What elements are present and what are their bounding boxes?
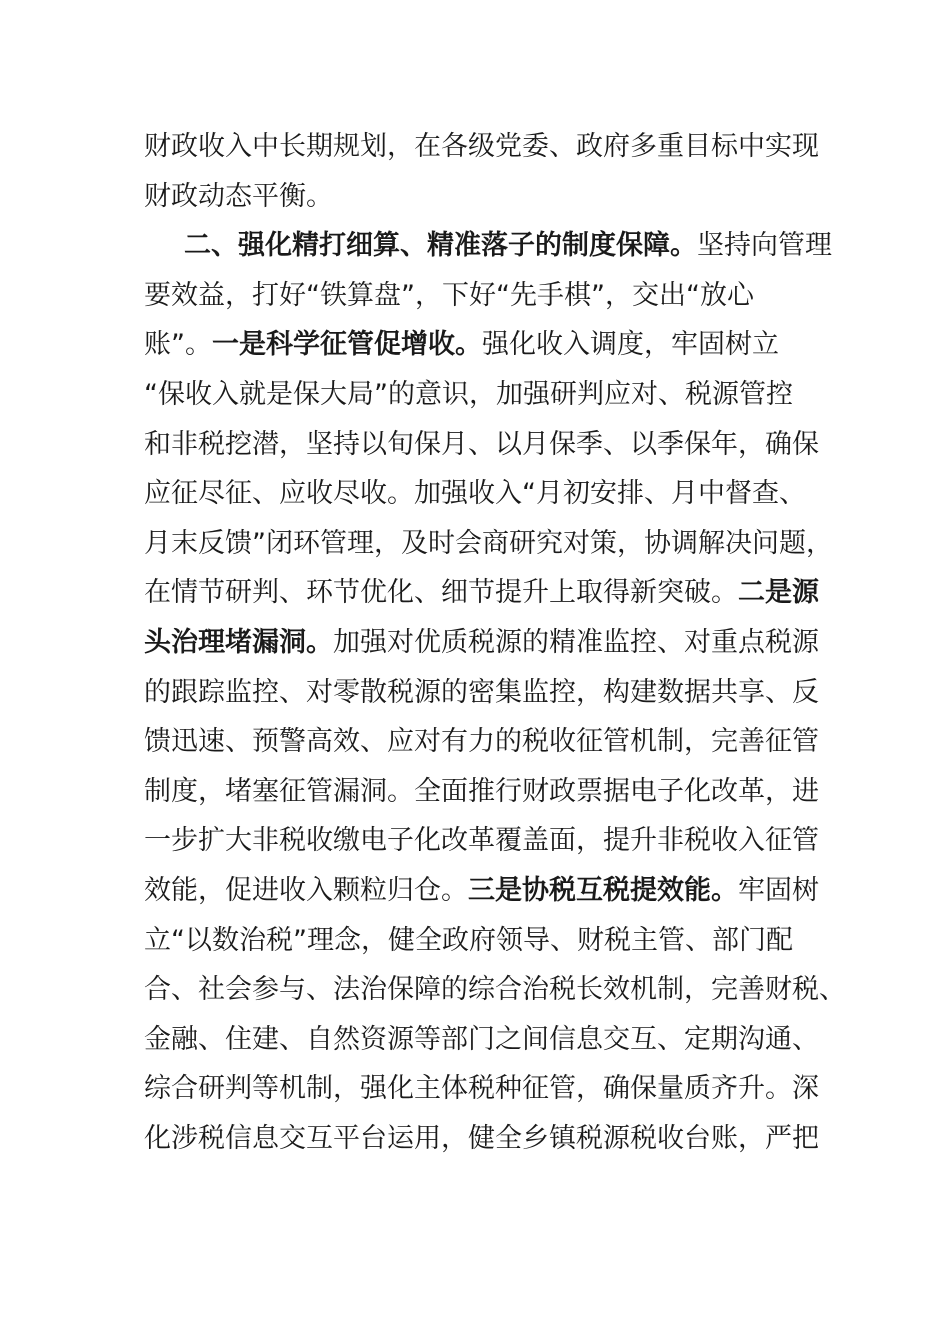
- text-line: [144, 474, 806, 514]
- text-line: [144, 1119, 819, 1159]
- text-segment: 财政动态平衡。: [144, 180, 333, 212]
- text-segment: 和非税挖潜，坚持以旬保月、以月保季、以季保年，确保: [144, 428, 819, 460]
- text-segment: 金融、住建、自然资源等部门之间信息交互、定期沟通、: [144, 1023, 819, 1055]
- text-segment: 化涉税信息交互平台运用，健全乡镇税源税收台账，严把: [144, 1123, 819, 1154]
- text-line: [144, 821, 819, 861]
- bold-heading-text: 二是源: [738, 577, 819, 609]
- bold-heading-text: 三是协税互税提效能。: [468, 875, 738, 906]
- text-segment: 加强对优质税源的精准监控、对重点税源: [333, 627, 819, 658]
- text-line: [144, 276, 754, 316]
- text-line: [144, 772, 819, 812]
- text-segment: 的跟踪监控、对零散税源的密集监控，构建数据共享、反: [144, 676, 819, 708]
- text-line: [184, 226, 832, 266]
- text-line: [144, 623, 819, 663]
- text-segment: 一步扩大非税收缴电子化改革覆盖面，提升非税收入征管: [144, 825, 819, 857]
- text-segment: 牢固树: [738, 875, 819, 906]
- text-segment: 强化收入调度，牢固树立: [482, 329, 779, 361]
- text-line: [144, 970, 846, 1010]
- text-segment: 财政收入中长期规划，在各级党委、政府多重目标中实现: [144, 131, 819, 162]
- text-line: [144, 325, 779, 365]
- text-line: [144, 425, 819, 465]
- bold-heading-text: 二、强化精打细算、精准落子的制度保障。: [184, 230, 697, 262]
- text-line: [144, 722, 819, 762]
- text-line: [144, 1069, 819, 1109]
- text-segment: 馈迅速、预警高效、应对有力的税收征管机制，完善征管: [144, 726, 819, 758]
- text-segment: 坚持向管理: [697, 230, 832, 262]
- text-line: [144, 127, 819, 167]
- text-segment: 综合研判等机制，强化主体税种征管，确保量质齐升。深: [144, 1073, 819, 1105]
- text-segment: “保收入就是保大局”的意识，加强研判应对、税源管控: [144, 379, 793, 410]
- text-segment: 制度，堵塞征管漏洞。全面推行财政票据电子化改革，进: [144, 775, 819, 807]
- bold-heading-text: 一是科学征管促增收。: [212, 329, 482, 361]
- text-line: [144, 871, 819, 911]
- text-segment: 合、社会参与、法治保障的综合治税长效机制，完善财税、: [144, 974, 846, 1006]
- text-segment: 效能，促进收入颗粒归仓。: [144, 875, 468, 906]
- text-line: [144, 921, 793, 961]
- text-segment: 应征尽征、应收尽收。加强收入“月初安排、月中督查、: [144, 478, 806, 510]
- text-segment: 在情节研判、环节优化、细节提升上取得新突破。: [144, 577, 738, 609]
- bold-heading-text: 头治理堵漏洞。: [144, 627, 333, 658]
- text-segment: 月末反馈”闭环管理，及时会商研究对策，协调解决问题，: [144, 527, 833, 559]
- text-segment: 立“以数治税”理念，健全政府领导、财税主管、部门配: [144, 924, 793, 956]
- text-line: [144, 375, 793, 415]
- text-line: [144, 524, 833, 564]
- text-line: [144, 177, 333, 217]
- text-line: [144, 1020, 819, 1060]
- text-line: [144, 673, 819, 713]
- text-segment: 要效益，打好“铁算盘”，下好“先手棋”，交出“放心: [144, 279, 754, 311]
- text-segment: 账”。: [144, 329, 212, 361]
- text-line: [144, 573, 819, 613]
